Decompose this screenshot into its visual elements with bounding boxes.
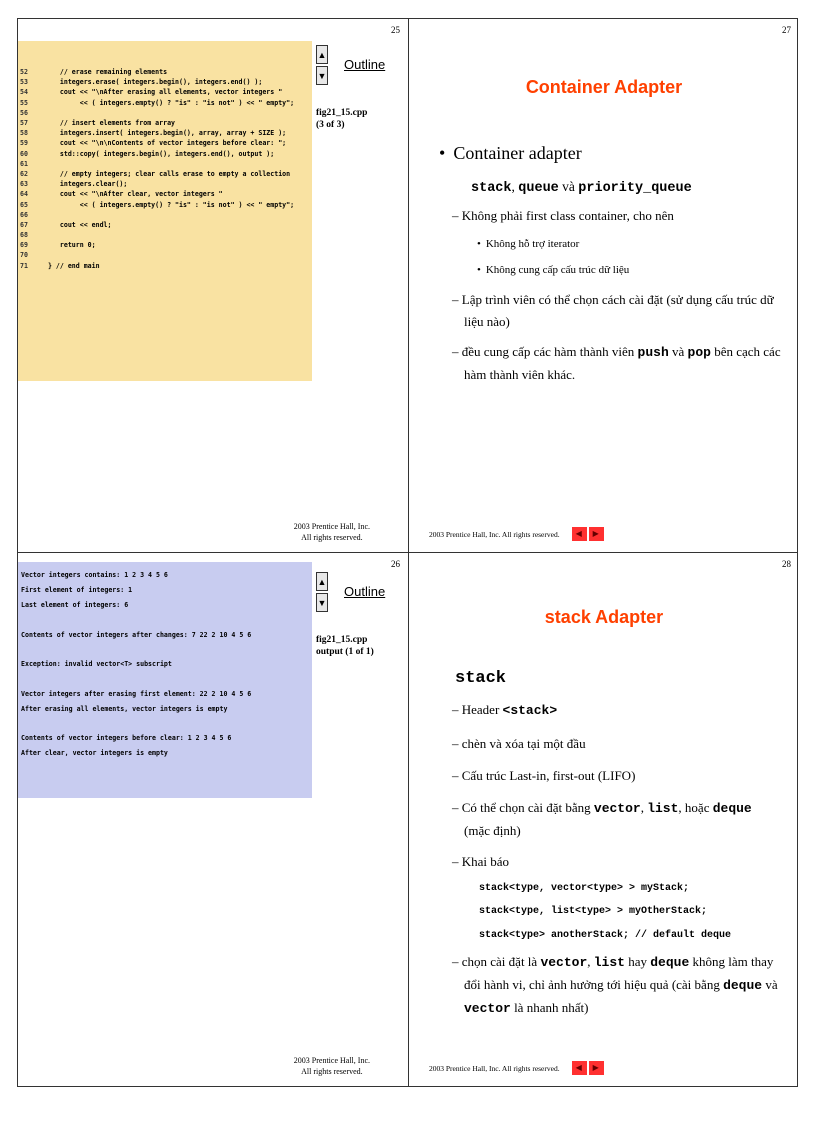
output-line bbox=[18, 642, 312, 657]
vector-keyword: vector bbox=[593, 801, 641, 816]
line-number: 71 bbox=[20, 261, 28, 270]
code-text: return 0; bbox=[44, 241, 96, 250]
figure-part: output (1 of 1) bbox=[316, 647, 374, 657]
footer-text: 2003 Prentice Hall, Inc. All rights reserved. bbox=[429, 1063, 560, 1073]
code-line bbox=[18, 179, 312, 189]
figure-reference bbox=[316, 107, 367, 131]
dash-item-1: – Header <stack> bbox=[452, 702, 558, 718]
adapter-priority-queue: priority_queue bbox=[578, 181, 692, 196]
code-text: std::copy( integers.begin(), integers.end(), output ); bbox=[44, 149, 275, 158]
deque-keyword: deque bbox=[712, 801, 752, 816]
sub-item-1: • Không hỗ trợ iterator bbox=[477, 238, 579, 250]
output-line: Vector integers contains: 1 2 3 4 5 6 bbox=[21, 571, 168, 580]
adapter-list bbox=[471, 176, 692, 200]
scroll-up-icon[interactable]: ▲ bbox=[316, 572, 328, 591]
output-line: First element of integers: 1 bbox=[21, 586, 133, 595]
dash-text: không làm thay đổi hành vi, chỉ ảnh hưởng tới hiệu quả (cài bằng bbox=[464, 954, 774, 992]
outline-nav bbox=[316, 572, 328, 614]
dash-text: và bbox=[762, 977, 778, 992]
line-number: 58 bbox=[20, 129, 28, 138]
code-line bbox=[18, 118, 312, 128]
dash-text: đều cung cấp các hàm thành viên bbox=[461, 344, 638, 359]
footer bbox=[429, 527, 606, 541]
footer-text: 2003 Prentice Hall, Inc. All rights reserved. bbox=[429, 529, 560, 539]
line-number: 61 bbox=[20, 159, 28, 168]
line-number: 66 bbox=[20, 210, 28, 219]
slide-number: 26 bbox=[391, 559, 400, 569]
code-line bbox=[18, 240, 312, 250]
scroll-down-icon[interactable]: ▼ bbox=[316, 593, 328, 612]
code-text: cout << "\n\nContents of vector integers before clear: "; bbox=[44, 139, 287, 148]
declaration-3: stack<type> anotherStack; // default deque bbox=[479, 930, 732, 941]
slide-title: Container Adapter bbox=[525, 77, 683, 97]
dash-text: Không phải first class container, cho nên bbox=[461, 208, 674, 223]
line-number: 68 bbox=[20, 231, 28, 240]
dash-text: Header bbox=[461, 702, 503, 717]
dash-text: là nhanh nhất) bbox=[510, 1000, 589, 1015]
dash-text: , bbox=[640, 800, 648, 815]
code-line bbox=[18, 199, 312, 209]
next-slide-icon[interactable]: ▶ bbox=[589, 527, 604, 541]
copyright-line-2: All rights reserved. bbox=[301, 533, 363, 542]
line-number: 59 bbox=[20, 139, 28, 148]
code-line bbox=[18, 261, 312, 271]
copyright bbox=[294, 521, 370, 543]
slide-28 bbox=[409, 553, 799, 1087]
main-bullet: • Container adapter bbox=[439, 143, 582, 164]
code-text: << ( integers.empty() ? "is" : "is not" ) << " empty"; bbox=[44, 200, 295, 209]
code-line bbox=[18, 159, 312, 169]
header-keyword: <stack> bbox=[502, 703, 558, 718]
dash-item-1: – Không phải first class container, cho nên bbox=[452, 208, 674, 223]
code-text: // erase remaining elements bbox=[44, 68, 168, 77]
adapter-stack: stack bbox=[471, 181, 512, 196]
vector-keyword: vector bbox=[540, 955, 588, 970]
footer bbox=[429, 1061, 606, 1075]
declaration-2: stack<type, list<type> > myOtherStack; bbox=[479, 906, 708, 917]
program-output bbox=[18, 562, 312, 798]
figure-reference bbox=[316, 634, 374, 658]
slide-25 bbox=[18, 19, 408, 553]
dash-text: bên cạch các hàm thành viên khác. bbox=[464, 344, 781, 382]
output-line: After erasing all elements, vector integers is empty bbox=[21, 704, 228, 713]
line-number: 70 bbox=[20, 251, 28, 260]
dash-item-2: – Lập trình viên có thể chọn cách cài đặt (sử dụng cấu trúc dữ liệu nào) bbox=[452, 292, 774, 329]
figure-file: fig21_15.cpp bbox=[316, 108, 368, 118]
code-line bbox=[18, 98, 312, 108]
dash-item-3: – Cấu trúc Last-in, first-out (LIFO) bbox=[452, 768, 636, 783]
code-text: // insert elements from array bbox=[44, 119, 176, 128]
line-number: 67 bbox=[20, 220, 28, 229]
code-line bbox=[18, 210, 312, 220]
output-line: Vector integers after erasing first element: 22 2 10 4 5 6 bbox=[21, 689, 252, 698]
next-slide-icon[interactable]: ▶ bbox=[589, 1061, 604, 1075]
code-text: // empty integers; clear calls erase to empty a collection bbox=[44, 169, 291, 178]
copyright-line-1: 2003 Prentice Hall, Inc. bbox=[293, 522, 370, 531]
scroll-down-icon[interactable]: ▼ bbox=[316, 66, 328, 85]
dash-text: hay bbox=[624, 954, 651, 969]
outline-link[interactable]: Outline bbox=[344, 584, 386, 599]
line-number: 65 bbox=[20, 200, 28, 209]
line-number: 57 bbox=[20, 119, 28, 128]
output-line bbox=[18, 716, 312, 731]
dash-text: Cấu trúc Last-in, first-out (LIFO) bbox=[461, 768, 636, 783]
code-line bbox=[18, 87, 312, 97]
dash-text: Có thể chọn cài đặt bằng bbox=[461, 800, 594, 815]
output-line: Last element of integers: 6 bbox=[21, 600, 129, 609]
dash-text: Khai báo bbox=[461, 854, 510, 869]
code-line bbox=[18, 220, 312, 230]
dash-text: (mặc định) bbox=[464, 823, 521, 838]
dash-text: và bbox=[668, 344, 688, 359]
code-text: cout << "\nAfter clear, vector integers " bbox=[44, 190, 223, 199]
code-text: integers.erase( integers.begin(), integers.end() ); bbox=[44, 78, 263, 87]
separator: và bbox=[558, 179, 579, 194]
outline-link[interactable]: Outline bbox=[344, 57, 386, 72]
slide-number: 27 bbox=[782, 25, 791, 35]
line-number: 54 bbox=[20, 88, 28, 97]
dash-item-2: – chèn và xóa tại một đầu bbox=[452, 736, 586, 751]
slide-number: 28 bbox=[782, 559, 791, 569]
dash-text: Lập trình viên có thể chọn cách cài đặt (sử dụng cấu trúc dữ liệu nào) bbox=[461, 292, 774, 329]
line-number: 63 bbox=[20, 180, 28, 189]
slide-title: stack Adapter bbox=[544, 607, 664, 627]
deque-keyword: deque bbox=[650, 955, 690, 970]
output-line: Contents of vector integers after changes: 7 22 2 10 4 5 6 bbox=[21, 630, 252, 639]
line-number: 62 bbox=[20, 169, 28, 178]
prev-slide-icon[interactable]: ◀ bbox=[572, 527, 587, 541]
output-line bbox=[18, 672, 312, 687]
slide-nav bbox=[572, 1061, 606, 1075]
output-line: Contents of vector integers before clear: 1 2 3 4 5 6 bbox=[21, 734, 232, 743]
list-keyword: list bbox=[593, 955, 625, 970]
line-number: 53 bbox=[20, 78, 28, 87]
code-line bbox=[18, 128, 312, 138]
line-number: 60 bbox=[20, 149, 28, 158]
code-text: integers.clear(); bbox=[44, 180, 128, 189]
push-keyword: push bbox=[637, 345, 669, 360]
slide-26 bbox=[18, 553, 408, 1087]
output-line bbox=[18, 612, 312, 627]
code-line bbox=[18, 77, 312, 87]
deque-keyword: deque bbox=[723, 978, 763, 993]
dash-text: chọn cài đặt là bbox=[461, 954, 541, 969]
output-line: Exception: invalid vector<T> subscript bbox=[21, 660, 172, 669]
pop-keyword: pop bbox=[687, 345, 711, 360]
sub-item-2: • Không cung cấp cấu trúc dữ liệu bbox=[477, 264, 629, 276]
line-number: 64 bbox=[20, 190, 28, 199]
line-number: 69 bbox=[20, 241, 28, 250]
figure-part: (3 of 3) bbox=[316, 120, 345, 130]
slide-nav bbox=[572, 527, 606, 541]
section-heading: stack bbox=[455, 669, 507, 688]
adapter-queue: queue bbox=[518, 181, 559, 196]
list-keyword: list bbox=[647, 801, 679, 816]
code-line bbox=[18, 67, 312, 77]
dash-text: , bbox=[587, 954, 594, 969]
copyright-line-2: All rights reserved. bbox=[301, 1067, 363, 1076]
code-line bbox=[18, 108, 312, 118]
separator: , bbox=[511, 179, 519, 194]
code-line bbox=[18, 189, 312, 199]
prev-slide-icon[interactable]: ◀ bbox=[572, 1061, 587, 1075]
code-listing bbox=[18, 41, 312, 381]
output-line: After clear, vector integers is empty bbox=[21, 748, 168, 757]
outline-nav bbox=[316, 45, 328, 87]
vector-keyword: vector bbox=[464, 1001, 511, 1016]
declaration-1: stack<type, vector<type> > myStack; bbox=[479, 883, 690, 894]
figure-file: fig21_15.cpp bbox=[316, 635, 368, 645]
code-line bbox=[18, 169, 312, 179]
dash-item-6: – chọn cài đặt là vector, list hay deque không làm thay đổi hành vi, chỉ ảnh hưởng tới hiệu quả (cài bằng deque và vector là nhanh nhất) bbox=[452, 954, 778, 1016]
dash-item-3: – đều cung cấp các hàm thành viên push và pop bên cạch các hàm thành viên khác. bbox=[452, 344, 781, 382]
code-text: } // end main bbox=[44, 261, 100, 270]
code-line bbox=[18, 250, 312, 260]
dash-item-5: – Khai báo bbox=[452, 854, 510, 869]
dash-text: , hoặc bbox=[678, 800, 713, 815]
line-number: 56 bbox=[20, 108, 28, 117]
slide-27 bbox=[409, 19, 799, 553]
line-number: 55 bbox=[20, 98, 28, 107]
code-text: integers.insert( integers.begin(), array, array + SIZE ); bbox=[44, 129, 287, 138]
code-line bbox=[18, 138, 312, 148]
copyright bbox=[294, 1055, 370, 1077]
copyright-line-1: 2003 Prentice Hall, Inc. bbox=[293, 1056, 370, 1065]
dash-item-4: – Có thể chọn cài đặt bằng vector, list, hoặc deque (mặc định) bbox=[452, 800, 752, 838]
dash-text: chèn và xóa tại một đầu bbox=[461, 736, 586, 751]
code-line bbox=[18, 149, 312, 159]
code-line bbox=[18, 230, 312, 240]
scroll-up-icon[interactable]: ▲ bbox=[316, 45, 328, 64]
code-text: cout << endl; bbox=[44, 220, 112, 229]
slide-number: 25 bbox=[391, 25, 400, 35]
code-text: << ( integers.empty() ? "is" : "is not" ) << " empty"; bbox=[44, 98, 295, 107]
code-text: cout << "\nAfter erasing all elements, vector integers " bbox=[44, 88, 283, 97]
line-number: 52 bbox=[20, 68, 28, 77]
